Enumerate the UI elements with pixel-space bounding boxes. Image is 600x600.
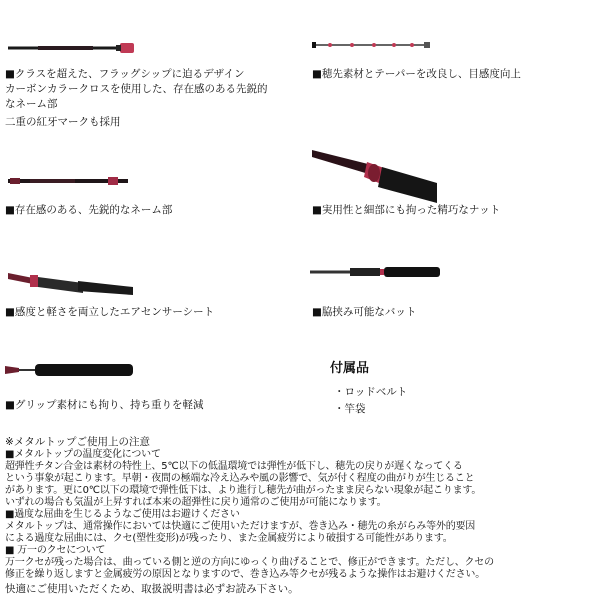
- accessory-item: ・ロッドベルト: [334, 386, 408, 398]
- note-line: があります。更に0℃以下の環境で弾性低下は、より進行し穂先が曲がったまま戻らない現象が起こります。: [5, 485, 482, 496]
- product-caption-2: ■穂先素材とテーパーを改良し、目感度向上: [312, 68, 521, 80]
- note-line: ■ 万一のクセについて: [5, 545, 106, 556]
- reel-seat-image: [8, 265, 133, 300]
- rod-tip-image: [312, 38, 432, 52]
- note-line: 超弾性チタン合金は素材の特性上、5℃以下の低温環境では弾性が低下し、穂先の戻りが遅くなってくる: [5, 461, 463, 472]
- product-caption-1: ■クラスを超えた、フラッグシップに迫るデザイン カーボンカラークロスを使用した、存在感のある先鋭的 なネーム部 二重の紅牙マークも採用: [5, 68, 268, 128]
- metal-top-notes: [5, 435, 597, 581]
- note-line: いずれの場合も気温が上昇すれば本来の超弾性に戻り通常のご使用が可能になります。: [5, 497, 387, 508]
- product-caption-6: ■脇挟み可能なバット: [312, 306, 417, 318]
- footer-note: 快適にご使用いただくため、取扱説明書は必ずお読み下さい。: [5, 583, 299, 595]
- product-caption-5: ■感度と軽さを両立したエアセンサーシート: [5, 306, 215, 318]
- note-line: という事象が起こります。早朝・夜間の極端な冷え込みや風の影響で、気が付く程度の曲がりが生じること: [5, 473, 475, 484]
- name-section-image: [8, 172, 128, 190]
- note-line: 修正を繰り返しますと金属疲労の原因となりますので、巻き込み等クセが残るような操作はお避けください。: [5, 569, 485, 580]
- notes-title: ※メタルトップご使用上の注意: [5, 436, 150, 448]
- product-caption-7: ■グリップ素材にも拘り、持ち重りを軽減: [5, 399, 204, 411]
- accessory-item: ・竿袋: [334, 403, 366, 415]
- grip-image: [5, 362, 135, 378]
- nut-closeup-image: [312, 145, 437, 205]
- note-line: ■過度な屈曲を生じるようなご使用はお避けください: [5, 509, 240, 520]
- note-line: ■メタルトップの温度変化について: [5, 449, 161, 460]
- product-caption-4: ■実用性と細部にも拘った精巧なナット: [312, 204, 501, 216]
- product-caption-3: ■存在感のある、先鋭的なネーム部: [5, 204, 173, 216]
- note-line: による過度な屈曲には、クセ(塑性変形)が残ったり、また金属疲労により破損する可能性があります。: [5, 533, 453, 544]
- note-line: 万一クセが残った場合は、曲っている側と逆の方向にゆっくり曲げることで、修正ができます。ただし、クセの: [5, 557, 494, 568]
- accessories-title: 付属品: [330, 361, 370, 376]
- butt-section-image: [310, 265, 440, 279]
- rod-name-section-image: [8, 38, 138, 58]
- note-line: メタルトップは、通常操作においては快適にご使用いただけますが、巻き込み・穂先の糸がらみ等外的要因: [5, 521, 476, 532]
